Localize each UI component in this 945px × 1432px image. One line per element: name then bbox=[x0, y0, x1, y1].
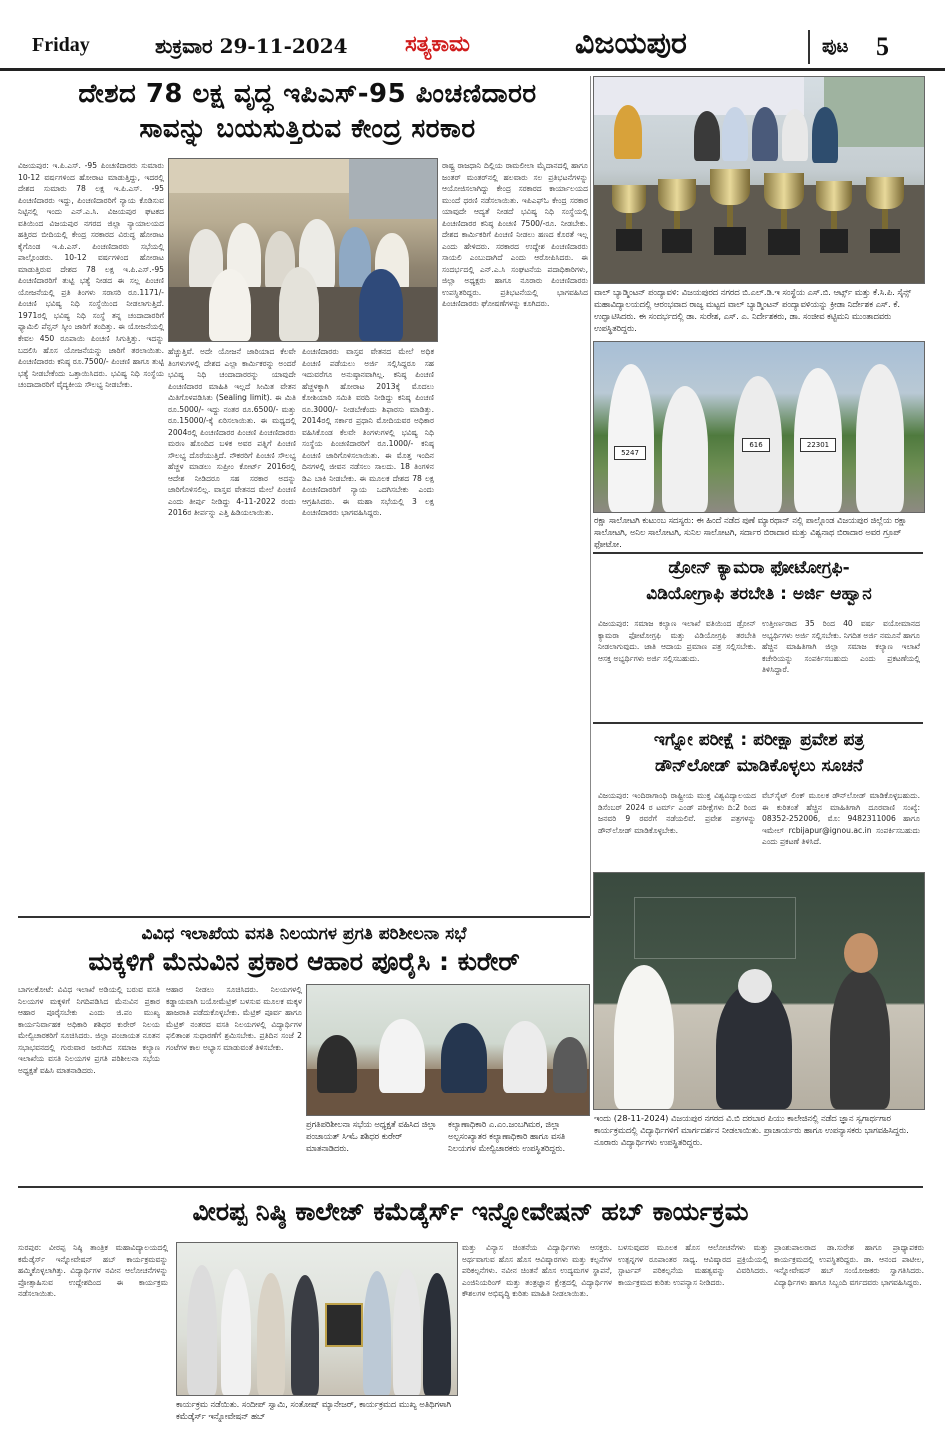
masthead bbox=[0, 0, 945, 71]
ignou-headline-line2: ಡೌನ್‌ಲೋಡ್ ಮಾಡಿಕೊಳ್ಳಲು ಸೂಚನೆ bbox=[654, 756, 864, 776]
college-event-photo bbox=[593, 872, 925, 1110]
lead-column-4: ರಾಷ್ಟ್ರ ರಾಜಧಾನಿ ದಿಲ್ಲಿಯ ರಾಮಲೀಲಾ ಮೈದಾನದಲ್ಲಿ ಹಾಗೂ ಜಂತರ್ ಮಂತರ್‌ನಲ್ಲಿ ಹಲವಾರು ಸಲ ಪ್ರತಿಭಟನೆಗಳನ್ನು ಆಯೋಜಿಸಲಾಗಿದ್ದು ಕೇಂದ್ರ ಸರಕಾರದ ಕಾರ್ಯಾಲಯದ ಮುಂದೆ ಧರಣಿ ನಡೆಸಲಾಯಿತು. ಇಪಿಎಫ್‌ಓ ಕೇಂದ್ರ ಸರಕಾರ ಯಾವುದೇ ಆದ್ಯತೆ ನೀಡದೆ ಭವಿಷ್ಯ ನಿಧಿ ಸಂಸ್ಥೆಯಲ್ಲಿ ಪಿಂಚಣಿದಾರರ ಕನಿಷ್ಠ ಪಿಂಚಣಿ 7500/-ರೂ. ನೀಡಬೇಕು. ದೇಶದ ಕಾರ್ಮಿಕರಿಗೆ ಪಿಂಚಣಿ ನೀಡಲು ಹಣದ ಕೊರತೆ ಇಲ್ಲ ಎಂದು ಹೇಳಿದರು. ಸರಕಾರದ ಉದ್ದೇಶ ಪಿಂಚಣಿದಾರರು ಸಾಯಲಿ ಎಂಬುದಾಗಿದೆ ಎಂದು ಆರೋಪಿಸಿದರು. ಈ ಸಂದರ್ಭದಲ್ಲಿ ಎನ್.ಎ.ಸಿ ಸಂಘಟನೆಯ ಪದಾಧಿಕಾರಿಗಳು, ಜಿಲ್ಲಾ ಅಧ್ಯಕ್ಷರು ಹಾಗೂ ನೂರಾರು ಪಿಂಚಣಿದಾರರು ಉಪಸ್ಥಿತರಿದ್ದರು. ಪ್ರತಿಭಟನೆಯಲ್ಲಿ ಭಾಗವಹಿಸಿದ ಪಿಂಚಣಿದಾರರು ಘೋಷಣೆಗಳನ್ನು ಕೂಗಿದರು. bbox=[442, 161, 588, 309]
marathon-caption: ರಕ್ಷಾ ಸಾಲೋಟಗಿ ಕುಟುಂಬ ಸದಸ್ಯರು: ಈ ಹಿಂದೆ ನಡೆದ ಪುಣೆ ಮ್ಯಾರಥಾನ್ ನಲ್ಲಿ ಪಾಲ್ಗೊಂಡ ವಿಜಯಪುರ ಜಿಲ್ಲೆಯ ರಕ್ಷಾ ಸಾಲೋಟಗಿ, ಅನಿಲ ಸಾಲೋಟಗಿ, ಸುನಿಲ ಸಾಲೋಟಗಿ, ಸರ್ದಾರ ಬಿರಾದಾರ ಮತ್ತು ವಿಶ್ವನಾಥ ಬಿರಾದಾರ ಅವರ ಗ್ರೂಪ್ ಫೋಟೋ. bbox=[594, 515, 907, 550]
race-bib: 5247 bbox=[614, 446, 646, 460]
page-number: 5 bbox=[876, 32, 889, 61]
meeting-caption-left: ಪ್ರಗತಿಪರಿಶೀಲನಾ ಸಭೆಯ ಅಧ್ಯಕ್ಷತೆ ವಹಿಸಿದ ಜಿಲ್ಲಾ ಪಂಚಾಯತ್ ಸಿಇಓ ಶಶಿಧರ ಕುರೇರ್ ಮಾತನಾಡಿದರು. bbox=[306, 1119, 437, 1154]
ignou-column-2: ವೆಬ್‌ಸೈಟ್ ಲಿಂಕ್ ಮೂಲಕ ಡೌನ್‌ಲೋಡ್ ಮಾಡಿಕೊಳ್ಳಬಹುದು. ಈ ಕುರಿತಂತೆ ಹೆಚ್ಚಿನ ಮಾಹಿತಿಗಾಗಿ ದೂರವಾಣಿ ಸಂಖ್ಯೆ: 08352-252006, ಮೊ: 9482311006 ಹಾಗೂ ಇಮೇಲ್ rcbijapur@ignou.ac.in ಸಂಪರ್ಕಿಸಬಹುದು ಎಂದು ಪ್ರಕಟಣೆ ತಿಳಿಸಿದೆ. bbox=[762, 791, 920, 847]
badminton-trophy-photo bbox=[593, 76, 925, 284]
ignou-column-1: ವಿಜಯಪುರ: ಇಂದಿರಾಗಾಂಧಿ ರಾಷ್ಟ್ರೀಯ ಮುಕ್ತ ವಿಶ್ವವಿದ್ಯಾಲಯದ ಡಿಸೆಂಬರ್ 2024 ರ ಟರ್ಮ್ ಎಂಡ್ ಪರೀಕ್ಷೆಗಳು ದಿ:2 ರಿಂದ ಜನವರಿ 9 ರವರೆಗೆ ನಡೆಯಲಿವೆ. ಪ್ರವೇಶ ಪತ್ರಗಳನ್ನು ಡೌನ್‌ಲೋಡ್ ಮಾಡಿಕೊಳ್ಳಬೇಕು. bbox=[598, 791, 756, 835]
meeting-photo bbox=[306, 984, 590, 1116]
section-rule bbox=[18, 916, 590, 918]
bottom-headline: ವೀರಪ್ಪ ನಿಷ್ಠಿ ಕಾಲೇಜ್ ಕಮೆಡ್ಕೆರ್ಸ್ ಇನ್ನೋವೇಷನ್ ಹಬ್ ಕಾರ್ಯಕ್ರಮ bbox=[192, 1197, 749, 1226]
lead-column-3: ಪಿಂಚಣಿದಾರರು ವಾಸ್ತವ ವೇತನದ ಮೇಲೆ ಅಧಿಕ ಪಿಂಚಣಿ ಪಡೆಯಲು ಅರ್ಜಿ ಸಲ್ಲಿಸಿದ್ದರೂ ಸಹ ಇದುವರೆಗೂ ಅನುಷ್ಠಾನವಾಗಿಲ್ಲ. ಕನಿಷ್ಠ ಪಿಂಚಣಿ ಹೆಚ್ಚಳಕ್ಕಾಗಿ ಹೋರಾಟ 2013ಕ್ಕೆ ಮೊದಲು ಕೋಶಿಯಾರಿ ಸಮಿತಿ ವರದಿ ನೀಡಿದ್ದು ಕನಿಷ್ಠ ಪಿಂಚಣಿ ರೂ.3000/- ನೀಡಬೇಕೆಂದು ಶಿಫಾರಸು ಮಾಡಿತ್ತು. 2014ರಲ್ಲಿ ಸರ್ಕಾರ ಪ್ರಧಾನಿ ಮೋದಿಯವರ ಅಧಿಕಾರ ವಹಿಸಿಕೊಂಡ ಕೆಲವೇ ತಿಂಗಳುಗಳಲ್ಲಿ ಭವಿಷ್ಯ ನಿಧಿ ಸಂಸ್ಥೆಯ ಪಿಂಚಣಿದಾರರಿಗೆ ರೂ.1000/- ಕನಿಷ್ಠ ಪಿಂಚಣಿ ಜಾರಿಗೊಳಿಸಲಾಯಿತು. ಈ ಮೊತ್ತ ಇಂದಿನ ದಿನಗಳಲ್ಲಿ ಜೀವನ ನಡೆಸಲು ಸಾಲದು. 18 ತಿಂಗಳಿನ ಡಿಎ ಬಾಕಿ ನೀಡಬೇಕು. ಈ ಮೂಲಕ ದೇಶದ 78 ಲಕ್ಷ ಪಿಂಚಣಿದಾರರಿಗೆ ನ್ಯಾಯ ಒದಗಿಸಬೇಕು ಎಂದು ಆಗ್ರಹಿಸಿದರು. ಈ ಮಹಾ ಸಭೆಯಲ್ಲಿ 3 ಲಕ್ಷ ಪಿಂಚಣಿದಾರರು ಭಾಗವಹಿಸಿದ್ದರು. bbox=[302, 347, 434, 518]
ignou-headline-line1: ಇಗ್ನೋ ಪರೀಕ್ಷೆ : ಪರೀಕ್ಷಾ ಪ್ರವೇಶ ಪತ್ರ bbox=[653, 730, 865, 750]
drone-headline-line1: ಡ್ರೋನ್ ಕ್ಯಾಮರಾ ಫೋಟೋಗ್ರಫಿ- bbox=[668, 558, 850, 578]
college-caption: ಇಂದು (28-11-2024) ವಿಜಯಪುರ ನಗರದ ವಿ.ಬಿ ದರಬಾರ ಪಿಯು ಕಾಲೇಜಿನಲ್ಲಿ ನಡೆದ ಜ್ಞಾನ ಸ್ವಗಾರ್ಥಗಾರ ಕಾರ್ಯಕ್ರಮದಲ್ಲಿ ವಿದ್ಯಾರ್ಥಿಗಳಿಗೆ ಮಾರ್ಗದರ್ಶನ ನೀಡಲಾಯಿತು. ಪ್ರಾಚಾರ್ಯರು ಹಾಗೂ ಉಪನ್ಯಾಸಕರು ಭಾಗವಹಿಸಿದ್ದರು. ನೂರಾರು ವಿದ್ಯಾರ್ಥಿಗಳು ಉಪಸ್ಥಿತರಿದ್ದರು. bbox=[594, 1113, 909, 1148]
drone-headline-line2: ವಿಡಿಯೋಗ್ರಾಫಿ ತರಬೇತಿ : ಅರ್ಜಿ ಆಹ್ವಾನ bbox=[646, 584, 872, 604]
protest-photo bbox=[168, 158, 438, 342]
hostel-column-2: ಆಹಾರ ನೀಡಲು ಸೂಚಿಸಿದರು. ನಿಲಯಗಳಲ್ಲಿ ಕಡ್ಡಾಯವಾಗಿ ಬಯೋಮೆಟ್ರಿಕ್ ಬಳಸುವ ಮೂಲಕ ಮಕ್ಕಳ ಹಾಜರಾತಿ ಪಡೆದುಕೊಳ್ಳಬೇಕು. ಮೆಟ್ರಿಕ್ ಪೂರ್ವ ಹಾಗೂ ಮೆಟ್ರಿಕ್ ನಂತರದ ವಸತಿ ನಿಲಯಗಳಲ್ಲಿ ವಿದ್ಯಾರ್ಥಿಗಳ ಫಲಿತಾಂಶ ಸುಧಾರಣೆಗೆ ಶ್ರಮಿಸಬೇಕು. ಪ್ರತಿದಿನ ಸಂಜೆ 2 ಗಂಟೆಗಳ ಕಾಲ ಅಭ್ಯಾಸ ಮಾಡುವಂತೆ ತಿಳಿಸಬೇಕು. bbox=[166, 985, 302, 1052]
bottom-column-4: ಬಳಸುವುದರ ಮೂಲಕ ಹೊಸ ಆಲೋಚನೆಗಳು ಮತ್ತು ಉತ್ಪನ್ನಗಳ ರೂಪಾಂತರ ಸಾಧ್ಯ. ಆವಿಷ್ಕಾರದ ಪ್ರಕ್ರಿಯೆಯಲ್ಲಿ ಸ್ಟಾರ್ಟಪ್ ಪರಿಕಲ್ಪನೆಯ ಮಹತ್ವವನ್ನು ವಿವರಿಸಿದರು. ಕಾರ್ಯಕ್ರಮದ ಕುರಿತು ಉಪನ್ಯಾಸ ನೀಡಿದರು. bbox=[618, 1243, 768, 1287]
lead-column-1: ವಿಜಯಪುರ: ಇ.ಪಿ.ಎಸ್. -95 ಪಿಂಚಣಿದಾರರು ಸುಮಾರು 10-12 ವರ್ಷಗಳಿಂದ ಹೋರಾಟ ಮಾಡುತ್ತಿದ್ದು, ಇದರಲ್ಲಿ ದೇಶದ ಸುಮಾರು 78 ಲಕ್ಷ ಇ.ಪಿ.ಎಸ್. -95 ಪಿಂಚಣಿದಾರರು ಇದ್ದು, ಪಿಂಚಣಿದಾರರಿಗೆ ನ್ಯಾಯ ಕೊಡಿಸುವ ನಿಟ್ಟಿನಲ್ಲಿ ಇಂದು ಎನ್.ಎ.ಸಿ. ವಿಜಯಪುರ ಘಟಕದ ವತಿಯಿಂದ ವಿಜಯಪುರ ನಗರದ ಜಿಲ್ಲಾ ನ್ಯಾಯಾಲಯದ ಹತ್ತಿರದ ಬೀದಿಯಲ್ಲಿ ಕೇಂದ್ರ ಸರಕಾರದ ವಿರುದ್ಧ ಹೋರಾಟ ಕೈಗೊಂಡ ಇ.ಪಿ.ಎಸ್. ಪಿಂಚಣಿದಾರರು ಸಭೆಯಲ್ಲಿ ಪಾಲ್ಗೊಂಡರು. 10-12 ವರ್ಷಗಳಿಂದ ಹೋರಾಟ ಮಾಡುತ್ತಿರುವ ದೇಶದ 78 ಲಕ್ಷ ಇ.ಪಿ.ಎಸ್.-95 ಪಿಂಚಣಿದಾರರಿಗೆ ತುಟ್ಟಿ ಭತ್ಯೆ ನೀಡದ ಈ ಸಲ್ಲ ಪಿಂಚಣಿ ಯೋಜನೆಯಲ್ಲಿ ಪ್ರತಿ ತಿಂಗಳು ಸರಾಸರಿ ರೂ.1171/- ಪಿಂಚಣಿ ಭವಿಷ್ಯ ನಿಧಿ ಸಂಸ್ಥೆಯಿಂದ ನೀಡಲಾಗುತ್ತಿದೆ. 1971ರಲ್ಲಿ ಭವಿಷ್ಯ ನಿಧಿ ಸಂಸ್ಥೆ ತನ್ನ ಚಂದಾದಾರರಿಗೆ ಫ್ಯಾಮಿಲಿ ಪೆನ್ಷನ್ ಸ್ಕೀಂ ಜಾರಿಗೆ ತಂದಿತ್ತು. ಈ ಯೋಜನೆಯಲ್ಲಿ ಕೇವಲ 450 ರೂಪಾಯಿ ಪಿಂಚಣಿ ಸಿಗುತ್ತಿತ್ತು. ಇದನ್ನು ಬದಲಿಸಿ ಹೊಸ ಯೋಜನೆಯನ್ನು ಜಾರಿಗೆ ತರಲಾಯಿತು. ಪಿಂಚಣಿದಾರರು ಕನಿಷ್ಠ ರೂ.7500/- ಪಿಂಚಣಿ ಹಾಗೂ ತುಟ್ಟಿ ಭತ್ಯೆ ನೀಡಬೇಕೆಂದು ಒತ್ತಾಯಿಸಿದರು. ಭವಿಷ್ಯ ನಿಧಿ ಸಂಸ್ಥೆಯ ಚಂದಾದಾರರಿಗೆ ವೈದ್ಯಕೀಯ ಸೌಲಭ್ಯ ನೀಡಬೇಕು. bbox=[18, 161, 164, 390]
column-rule bbox=[590, 76, 591, 916]
meeting-caption-right: ಕಲ್ಯಾಣಾಧಿಕಾರಿ ಎ.ಎಂ.ಜಂಬಗಿಮಠ, ಜಿಲ್ಲಾ ಅಲ್ಪಸಂಖ್ಯಾತರ ಕಲ್ಯಾಣಾಧಿಕಾರಿ ಹಾಗೂ ವಸತಿ ನಿಲಯಗಳ ಮೇಲ್ವಿಚಾರಕರು ಉಪಸ್ಥಿತರಿದ್ದರು. bbox=[448, 1119, 566, 1154]
section-rule bbox=[18, 1186, 923, 1188]
race-bib: 616 bbox=[742, 438, 770, 452]
race-bib: 22301 bbox=[800, 438, 836, 452]
badminton-caption: ವಾಲ್ ಬ್ಯಾಡ್ಮಿಂಟನ್ ಪಂದ್ಯಾವಳಿ: ವಿಜಯಪುರದ ನಗರದ ಬಿ.ಎಲ್.ಡಿ.ಇ ಸಂಸ್ಥೆಯ ಎಸ್.ಬಿ. ಆರ್ಟ್ಸ್ ಮತ್ತು ಕೆ.ಸಿ.ಪಿ. ಸೈನ್ಸ್ ಮಹಾವಿದ್ಯಾಲಯದಲ್ಲಿ ಆರಂಭವಾದ ರಾಜ್ಯ ಮಟ್ಟದ ವಾಲ್ ಬ್ಯಾಡ್ಮಿಂಟನ್ ಪಂದ್ಯಾವಳಿಯನ್ನು ಕ್ರೀಡಾ ನಿರ್ದೇಶಕ ಎಸ್. ಕೆ. ಉದ್ಘಾಟಿಸಿದರು. ಈ ಸಂದರ್ಭದಲ್ಲಿ ಡಾ. ಸುರೇಶ, ಎಸ್. ಎ. ನಿರ್ದೇಶಕರು, ಡಾ. ಸಂಜೀವ ಕಟ್ಟಿಮನಿ ಮುಂತಾದವರು ಉಪಸ್ಥಿತರಿದ್ದರು. bbox=[594, 287, 912, 334]
lead-headline-line2: ಸಾವನ್ನು ಬಯಸುತ್ತಿರುವ ಕೇಂದ್ರ ಸರಕಾರ bbox=[139, 114, 476, 144]
innovation-hub-photo bbox=[176, 1242, 458, 1396]
drone-column-1: ವಿಜಯಪುರ: ಸಮಾಜ ಕಲ್ಯಾಣ ಇಲಾಖೆ ವತಿಯಿಂದ ಡ್ರೋನ್ ಕ್ಯಾಮರಾ ಫೋಟೋಗ್ರಫಿ ಮತ್ತು ವಿಡಿಯೋಗ್ರಫಿ ತರಬೇತಿ ನೀಡಲಾಗುವುದು. ಜಾತಿ ಆದಾಯ ಪ್ರಮಾಣ ಪತ್ರ ಸಲ್ಲಿಸಬೇಕು. ಆಸಕ್ತ ಅಭ್ಯರ್ಥಿಗಳು ಅರ್ಜಿ ಸಲ್ಲಿಸಬಹುದು. bbox=[598, 619, 756, 663]
bottom-column-3: ಮತ್ತು ವಿನ್ಯಾಸ ಚಿಂತನೆಯ ವಿದ್ಯಾರ್ಥಿಗಳು ಆಸಕ್ತರು. ಅರ್ಥವಾಗುವ ಹೊಸ ಹೊಸ ಆವಿಷ್ಕಾರಗಳು ಮತ್ತು ಕಲ್ಪನೆಗಳ ಪರಿಕಲ್ಪನೆಗಳು. ನವೀನ ಚಿಂತನೆ ಹೊಸ ಉದ್ಯಮಗಳ ಸ್ಥಾಪನೆ, ಎಂಜಿನಿಯರಿಂಗ್ ಮತ್ತು ತಂತ್ರಜ್ಞಾನ ಕ್ಷೇತ್ರದಲ್ಲಿ ವಿದ್ಯಾರ್ಥಿಗಳ ಕೌಶಲಗಳ ಅಭಿವೃದ್ಧಿ ಕುರಿತು ಮಾಹಿತಿ ನೀಡಲಾಯಿತು. bbox=[462, 1243, 612, 1299]
section-rule bbox=[593, 552, 923, 554]
hostel-column-1: ಬಾಗಲಕೋಟೆ: ವಿವಿಧ ಇಲಾಖೆ ಅಡಿಯಲ್ಲಿ ಬರುವ ವಸತಿ ನಿಲಯಗಳ ಮಕ್ಕಳಿಗೆ ನಿಗದಿಪಡಿಸಿದ ಮೆನುವಿನ ಪ್ರಕಾರ ಆಹಾರ ಪೂರೈಸಬೇಕು ಎಂದು ಜಿ.ಪಂ ಮುಖ್ಯ ಕಾರ್ಯನಿರ್ವಾಹಕ ಅಧಿಕಾರಿ ಶಶಿಧರ ಕುರೇರ್ ನಿಲಯ ಮೇಲ್ವಿಚಾರಕರಿಗೆ ಸೂಚಿಸಿದರು. ಜಿಲ್ಲಾ ಪಂಚಾಯತ ನೂತನ ಸಭಾಭವನದಲ್ಲಿ ಗುರುವಾರ ಜರುಗಿದ ಸಮಾಜ ಕಲ್ಯಾಣ ಇಲಾಖೆಯ ವಸತಿ ನಿಲಯಗಳ ಪ್ರಗತಿ ಪರಿಶೀಲನಾ ಸಭೆಯ ಅಧ್ಯಕ್ಷತೆ ವಹಿಸಿ ಮಾತನಾಡಿದರು. bbox=[18, 985, 160, 1075]
bottom-column-1: ಸುರಪುರ: ವೀರಪ್ಪ ನಿಷ್ಠಿ ತಾಂತ್ರಿಕ ಮಹಾವಿದ್ಯಾಲಯದಲ್ಲಿ ಕಮೆಡ್ಕೆರ್ಸ್ ಇನ್ನೋವೇಷನ್ ಹಬ್ ಕಾರ್ಯಕ್ರಮವನ್ನು ಹಮ್ಮಿಕೊಳ್ಳಲಾಗಿತ್ತು. ವಿದ್ಯಾರ್ಥಿಗಳ ನವೀನ ಆಲೋಚನೆಗಳನ್ನು ಪ್ರೋತ್ಸಾಹಿಸುವ ಉದ್ದೇಶದಿಂದ ಈ ಕಾರ್ಯಕ್ರಮ ನಡೆಸಲಾಯಿತು. bbox=[18, 1243, 168, 1299]
bottom-column-5: ಪ್ರಾಂಶುಪಾಲರಾದ ಡಾ.ಸುರೇಶ ಹಾಗೂ ಪ್ರಾಧ್ಯಾಪಕರು ಕಾರ್ಯಕ್ರಮದಲ್ಲಿ ಉಪಸ್ಥಿತರಿದ್ದರು. ಡಾ. ಆನಂದ ಪಾಟೀಲ, ಇನ್ನೋವೇಷನ್ ಹಬ್ ಸಂಯೋಜಕರು ಸ್ವಾಗತಿಸಿದರು. ವಿದ್ಯಾರ್ಥಿಗಳು ಹಾಗೂ ಸಿಬ್ಬಂದಿ ವರ್ಗದವರು ಭಾಗವಹಿಸಿದ್ದರು. bbox=[774, 1243, 924, 1287]
hostel-headline: ಮಕ್ಕಳಿಗೆ ಮೆನುವಿನ ಪ್ರಕಾರ ಆಹಾರ ಪೂರೈಸಿ : ಕುರೇರ್ bbox=[88, 947, 520, 976]
marathon-photo bbox=[593, 341, 925, 513]
drone-column-2: ಉತ್ತೀರ್ಣರಾದ 35 ರಿಂದ 40 ವರ್ಷ ವಯೋಮಾನದ ಅಭ್ಯರ್ಥಿಗಳು ಅರ್ಜಿ ಸಲ್ಲಿಸಬೇಕು. ನಿಗದಿತ ಅರ್ಜಿ ನಮೂನೆ ಹಾಗೂ ಹೆಚ್ಚಿನ ಮಾಹಿತಿಗಾಗಿ ಜಿಲ್ಲಾ ಸಮಾಜ ಕಲ್ಯಾಣ ಇಲಾಖೆ ಕಚೇರಿಯನ್ನು ಸಂಪರ್ಕಿಸಬಹುದು ಎಂದು ಪ್ರಕಟಣೆಯಲ್ಲಿ ತಿಳಿಸಿದ್ದಾರೆ. bbox=[762, 619, 920, 675]
page-label: ಪುಟ bbox=[822, 36, 849, 57]
lead-headline-line1: ದೇಶದ 78 ಲಕ್ಷ ವೃದ್ಧ ಇಪಿಎಸ್-95 ಪಿಂಚಣಿದಾರರ bbox=[78, 79, 537, 109]
masthead-date: ಶುಕ್ರವಾರ 29-11-2024 bbox=[155, 34, 348, 58]
newspaper-logo: ಸತ್ಯಕಾಮ bbox=[405, 32, 470, 57]
page-number-box bbox=[808, 30, 920, 64]
masthead-day: Friday bbox=[32, 34, 90, 56]
section-rule bbox=[593, 722, 923, 724]
edition-city: ವಿಜಯಪುರ bbox=[575, 26, 687, 61]
hostel-kicker: ವಿವಿಧ ಇಲಾಖೆಯ ವಸತಿ ನಿಲಯಗಳ ಪ್ರಗತಿ ಪರಿಶೀಲನಾ ಸಭೆ bbox=[141, 924, 467, 944]
innovation-caption: ಕಾರ್ಯಕ್ರಮ ನಡೆಯಿತು. ಸಂದೀಪ್ ಸ್ವಾಮಿ, ಸಂತೋಷ್ ಮ್ಯಾನೇಜರ್, ಕಾರ್ಯಕ್ರಮದ ಮುಖ್ಯ ಅತಿಥಿಗಳಾಗಿ ಕಮೆಡ್ಕೆರ್ಸ್ ಇನ್ನೋವೇಷನ್ ಹಬ್ bbox=[176, 1399, 451, 1422]
lead-column-2: ಹೆಚ್ಚುತ್ತಿವೆ. ಅದೇ ಯೋಜನೆ ಜಾರಿಯಾದ ಕೆಲವೇ ತಿಂಗಳುಗಳಲ್ಲಿ ದೇಶದ ಎಲ್ಲಾ ಕಾರ್ಮಿಕರನ್ನು ಅಂದರೆ ಭವಿಷ್ಯ ನಿಧಿ ಚಂದಾದಾರರನ್ನು ಯಾವುದೇ ಪಿಂಚಣಿದಾರರ ಮಾಹಿತಿ ಇಲ್ಲದೆ ಸೀಮಿತ ವೇತನ ಮಿತಿಗೊಳಪಡಿಸಿತು (Sealing limit). ಈ ಮಿತಿ ರೂ.5000/- ಇದ್ದು ನಂತರ ರೂ.6500/- ಮತ್ತು ರೂ.15000/-ಕ್ಕೆ ಏರಿಸಲಾಯಿತು. ಈ ಮಧ್ಯದಲ್ಲಿ 2004ರಲ್ಲಿ ಪಿಂಚಣಿದಾರರ ಪಿಂಚಣಿ ಪಿಂಚಣಿದಾರರು ಮರಣ ಹೊಂದಿದ ಬಳಿಕ ಅವರ ಪತ್ನಿಗೆ ಪಿಂಚಣಿ ಸೌಲಭ್ಯ ದೊರೆಯುತ್ತಿದೆ. ನೌಕರರಿಗೆ ಪಿಂಚಣಿ ಸೌಲಭ್ಯ ಹೆಚ್ಚಳ ಮಾಡಲು ಸುಪ್ರೀಂ ಕೋರ್ಟ್ 2016ರಲ್ಲಿ ಆದೇಶ ನೀಡಿದರೂ ಸಹ ಸರಕಾರ ಅದನ್ನು ಜಾರಿಗೊಳಿಸಲಿಲ್ಲ. ವಾಸ್ತವ ವೇತನದ ಮೇಲೆ ಪಿಂಚಣಿ ಎಂದು ತೀರ್ಪು ನೀಡಿದ್ದು 4-11-2022 ರಂದು 2016ರ ತೀರ್ಪನ್ನು ಎತ್ತಿ ಹಿಡಿಯಲಾಯಿತು. bbox=[168, 347, 296, 518]
